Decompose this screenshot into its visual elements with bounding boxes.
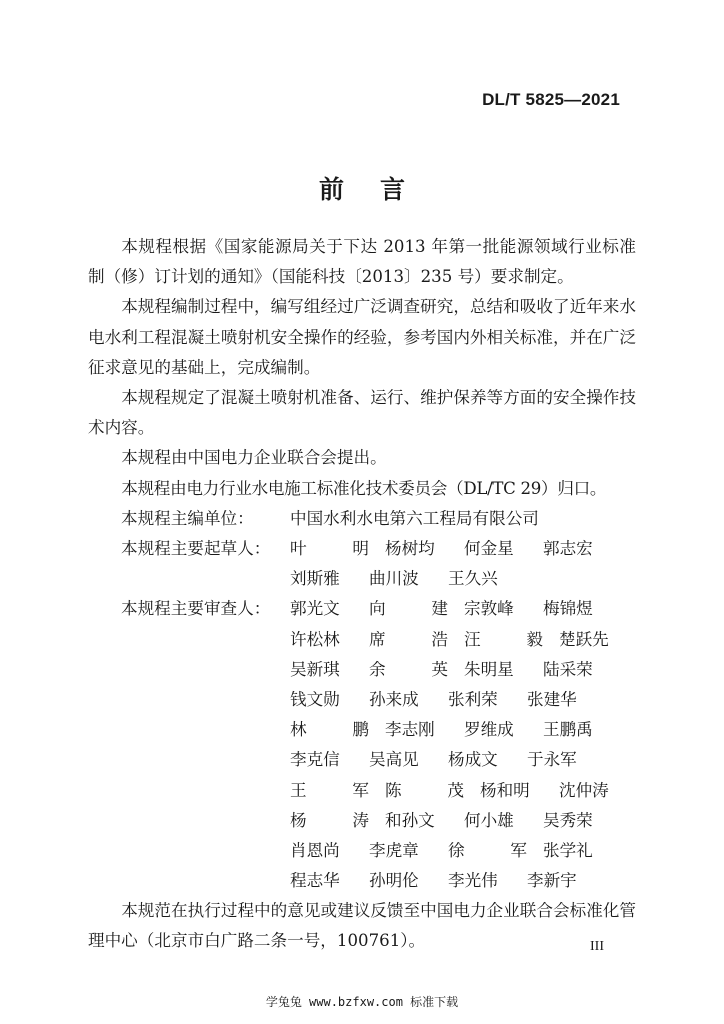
reviewer-name: 李克信 [290,750,340,770]
drafter-name: 刘斯雅 [290,569,340,589]
reviewer-name: 张利荣 [448,689,498,709]
reviewer-indent [88,655,290,685]
editor-unit-row [88,504,636,534]
reviewers-list [88,594,636,896]
reviewer-indent [88,776,290,806]
reviewer-name: 王鹏禹 [543,720,593,740]
name-part: 浩 [431,629,448,649]
reviewer-names [290,836,622,866]
name-part: 余 [369,659,386,679]
name-part: 徐 [448,840,465,860]
reviewer-name [448,836,543,866]
drafter-names [290,564,527,594]
drafter-name: 郭志宏 [543,539,593,559]
reviewer-row [88,836,636,866]
name-part: 茂 [447,780,464,800]
name-part: 叶 [290,539,307,559]
reviewer-name [290,806,385,836]
drafter-indent [88,564,290,594]
drafter-name [290,534,385,564]
reviewer-row [88,625,636,655]
reviewer-name: 吴秀荣 [543,810,593,830]
reviewer-names [290,685,606,715]
reviewer-row [88,655,636,685]
reviewer-label: 本规程主要审查人： [121,599,271,619]
drafter-label: 本规程主要起草人： [121,539,271,559]
reviewer-name: 李新宇 [527,871,577,891]
page-number: III [590,939,604,954]
reviewer-name: 李志刚 [385,720,435,740]
drafter-row [88,564,636,594]
name-part: 向 [369,599,386,619]
reviewer-name: 吴新琪 [290,659,340,679]
reviewer-row [88,776,636,806]
reviewer-row [88,745,636,775]
name-part: 军 [352,780,369,800]
name-part: 汪 [464,629,481,649]
reviewer-indent [88,836,290,866]
name-part: 明 [352,539,369,559]
name-part: 建 [431,599,448,619]
reviewer-indent [88,715,290,745]
reviewer-name: 梅锦煜 [543,599,593,619]
reviewer-name: 沈仲涛 [559,780,609,800]
reviewer-indent [88,625,290,655]
name-part: 军 [510,840,527,860]
reviewer-names [290,866,606,896]
reviewer-name: 钱文勋 [290,689,340,709]
reviewer-name: 宗敦峰 [464,599,514,619]
reviewer-name: 吴高见 [369,750,419,770]
drafters-list [88,534,636,594]
drafter-name: 杨树均 [385,539,435,559]
reviewer-name: 杨和明 [480,780,530,800]
reviewer-name [369,594,464,624]
reviewer-names [290,715,622,745]
paragraph-basis: 本规程根据《国家能源局关于下达 2013 年第一批能源领域行业标准制（修）订计划的通知》（国能科技〔2013〕235 号）要求制定。 [88,237,636,287]
reviewer-names [290,776,638,806]
reviewer-name: 肖恩尚 [290,840,340,860]
reviewer-name: 于永军 [527,750,577,770]
reviewer-names [290,655,622,685]
reviewer-name: 何小雄 [464,810,514,830]
reviewer-name: 陆采荣 [543,659,593,679]
name-part: 毅 [526,629,543,649]
editor-unit-label: 本规程主编单位： [121,508,254,528]
name-part: 席 [369,629,386,649]
reviewer-indent [88,806,290,836]
reviewer-name: 杨成文 [448,750,498,770]
reviewer-name [464,625,559,655]
reviewer-name [290,776,385,806]
reviewer-name: 李光伟 [448,871,498,891]
reviewer-name: 张学礼 [543,840,593,860]
reviewer-names [290,745,606,775]
reviewer-indent [88,745,290,775]
reviewer-names [290,594,622,624]
paragraph-process: 本规程编制过程中，编写组经过广泛调查研究，总结和吸收了近年来水电水利工程混凝土喷射机安全操作的经验，参考国内外相关标准，并在广泛征求意见的基础上，完成编制。 [88,297,636,377]
paragraph-scope: 本规程规定了混凝土喷射机准备、运行、维护保养等方面的安全操作技术内容。 [88,388,636,438]
drafter-name: 何金星 [464,539,514,559]
editor-unit-value: 中国水利水电第六工程局有限公司 [290,508,539,528]
reviewer-name: 孙明伦 [369,871,419,891]
drafter-name: 曲川波 [369,569,419,589]
reviewer-name: 许松林 [290,629,340,649]
reviewer-name: 楚跃先 [559,629,609,649]
reviewer-name: 程志华 [290,871,340,891]
preface-body [88,232,636,957]
reviewer-name: 张建华 [527,689,577,709]
page-title: 前言 [318,175,441,204]
reviewer-indent [88,685,290,715]
reviewer-name: 朱明星 [464,659,514,679]
standard-code: DL/T 5825—2021 [482,90,620,109]
reviewer-row [88,594,636,624]
reviewer-row [88,806,636,836]
reviewer-row [88,715,636,745]
drafter-row [88,534,636,564]
reviewer-name [369,655,464,685]
reviewer-names [290,806,622,836]
reviewer-name: 罗维成 [464,720,514,740]
reviewer-indent [88,866,290,896]
paragraph-feedback: 本规范在执行过程中的意见或建议反馈至中国电力企业联合会标准化管理中心（北京市白广路二条一号，100761）。 [88,901,636,951]
name-part: 鹏 [352,720,369,740]
name-part: 涛 [352,810,369,830]
name-part: 英 [431,659,448,679]
reviewer-name: 李虎章 [369,840,419,860]
reviewer-name: 孙来成 [369,689,419,709]
name-part: 林 [290,720,307,740]
footer-watermark: 学兔兔 www.bzfxw.com 标准下载 [265,995,459,1009]
drafter-name: 王久兴 [448,569,498,589]
name-part: 陈 [385,780,402,800]
reviewer-name [290,715,385,745]
reviewer-row [88,685,636,715]
name-part: 杨 [290,810,307,830]
reviewer-name [369,625,464,655]
reviewer-row [88,866,636,896]
reviewer-name [385,776,480,806]
reviewer-name: 郭光文 [290,599,340,619]
name-part: 王 [290,780,307,800]
paragraph-proposer: 本规程由中国电力企业联合会提出。 [121,448,387,468]
reviewer-name: 和孙文 [385,810,435,830]
drafter-names [290,534,622,564]
paragraph-committee: 本规程由电力行业水电施工标准化技术委员会（DL/TC 29）归口。 [121,478,607,498]
reviewer-names [290,625,638,655]
